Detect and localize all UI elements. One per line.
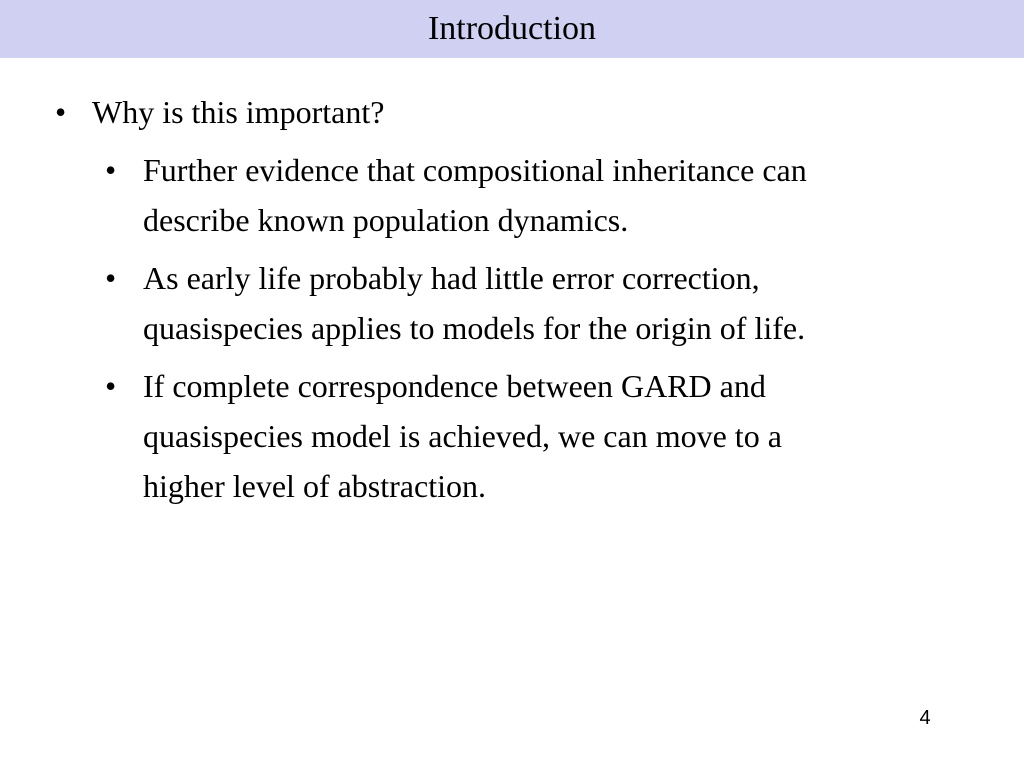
- slide-title: Introduction: [427, 10, 597, 47]
- bullet-marker: •: [105, 152, 117, 188]
- sub-bullet-item: [105, 253, 985, 353]
- sub-bullet-list: [105, 145, 985, 519]
- sub-bullet-item: [105, 145, 985, 245]
- title-bar: [0, 0, 1024, 58]
- sub-bullet-text-line: describe known population dynamics.: [143, 202, 629, 238]
- main-bullet-text: Why is this important?: [92, 94, 385, 130]
- sub-bullet-text-line: quasispecies applies to models for the origin of life.: [143, 310, 806, 346]
- bullet-marker: •: [55, 94, 67, 130]
- sub-bullet-text-line: If complete correspondence between GARD and: [143, 368, 766, 404]
- sub-bullet-text-line: Further evidence that compositional inheritance can: [143, 152, 807, 188]
- sub-bullet-text-line: As early life probably had little error correction,: [143, 260, 760, 296]
- bullet-marker: •: [105, 368, 117, 404]
- page-number: 4: [919, 707, 931, 729]
- sub-bullet-text-line: higher level of abstraction.: [143, 468, 486, 504]
- sub-bullet-item: [105, 361, 985, 511]
- sub-bullet-text-line: quasispecies model is achieved, we can move to a: [143, 418, 782, 454]
- bullet-marker: •: [105, 260, 117, 296]
